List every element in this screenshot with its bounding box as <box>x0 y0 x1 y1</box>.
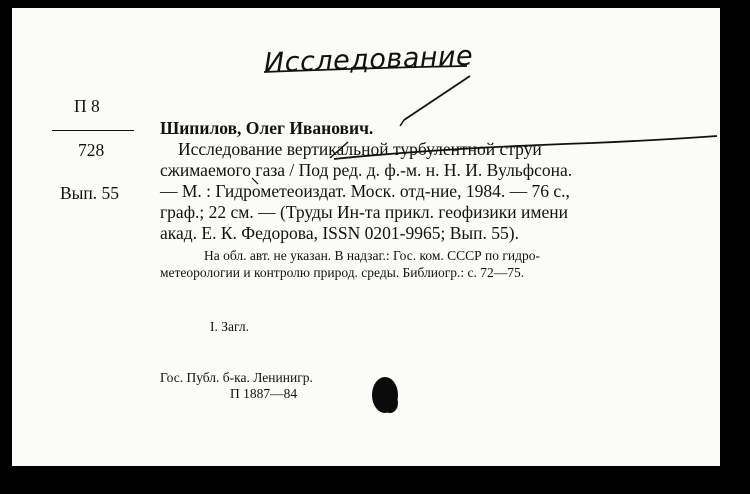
description-line-2: сжимаемого газа / Под ред. д. ф.-м. н. Н. И. Вульфсона. <box>160 160 573 180</box>
handwritten-underline-strokes <box>12 8 720 466</box>
tracing-title-entry: I. Загл. <box>210 319 249 334</box>
handwritten-subject-note: Исследование <box>263 40 474 79</box>
description-line-3: — М. : Гидрометеоиздат. Моск. отд-ние, 1984. — 76 с., <box>160 181 570 201</box>
catalog-card <box>12 8 720 466</box>
notes-line-1: На обл. авт. не указан. В надзаг.: Гос. ком. СССР по гидро- <box>204 248 540 263</box>
description-line-1: Исследование вертикальной турбулентной струи <box>178 139 542 159</box>
library-stamp-line-2: П 1887—84 <box>230 386 298 401</box>
call-number-bottom: 728 <box>78 140 105 160</box>
description-line-4: граф.; 22 см. — (Труды Ин-та прикл. геофизики имени <box>160 202 568 222</box>
library-stamp-line-1: Гос. Публ. б-ка. Ленинигр. <box>160 370 313 385</box>
author-heading: Шипилов, Олег Иванович. <box>160 118 374 138</box>
call-number-top: П 8 <box>74 96 100 116</box>
description-line-5: акад. Е. К. Федорова, ISSN 0201-9965; Вып. 55). <box>160 223 519 243</box>
series-issue-label: Вып. 55 <box>60 183 120 203</box>
notes-line-2: метеорологии и контролю природ. среды. Библиогр.: с. 72—75. <box>160 265 525 280</box>
